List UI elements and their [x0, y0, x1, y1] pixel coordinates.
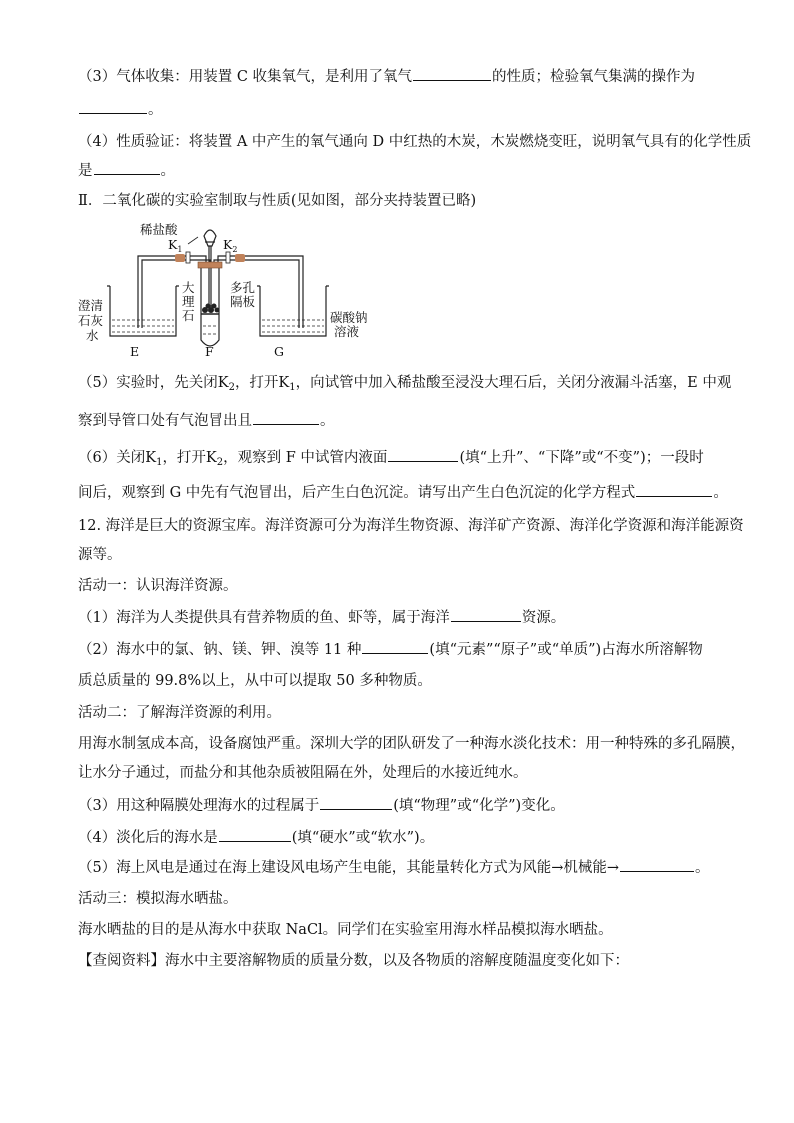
part-4: （4）淡化后的海水是 (填“硬水”或“软水”)。: [78, 827, 434, 848]
activity-2-title: 活动二：了解海洋资源的利用。: [78, 705, 281, 721]
section-2-title: Ⅱ．二氧化碳的实验室制取与性质(见如图，部分夹持装置已略): [78, 193, 477, 209]
question-12-line-2: 源等。: [78, 547, 122, 563]
question-3-line-2: 。: [78, 99, 163, 120]
limewater-label-3: 水: [86, 328, 99, 343]
answer-blank[interactable]: [636, 482, 712, 497]
answer-blank[interactable]: [253, 410, 319, 425]
limewater-label-1: 澄清: [78, 298, 104, 313]
question-12-line-1: 12. 海洋是巨大的资源宝库。海洋资源可分为海洋生物资源、海洋矿产资源、海洋化学资源和海洋能源资: [78, 518, 744, 534]
answer-blank[interactable]: [620, 857, 694, 872]
part-1: （1）海洋为人类提供具有营养物质的鱼、虾等，属于海洋 资源。: [78, 607, 565, 628]
question-4-line-1: （4）性质验证：将装置 A 中产生的氧气通向 D 中红热的木炭，木炭燃烧变旺，说明氧气具有的化学性质: [78, 134, 752, 150]
activity-2-text-2: 让水分子通过，而盐分和其他杂质被阻隔在外，处理后的水接近纯水。: [78, 765, 528, 781]
activity-2-text-1: 用海水制氢成本高，设备腐蚀严重。深圳大学的团队研发了一种海水淡化技术：用一种特殊的多孔隔膜，: [78, 736, 745, 752]
reference-info: 【查阅资料】海水中主要溶解物质的质量分数，以及各物质的溶解度随温度变化如下：: [78, 953, 629, 969]
part-5: （5）海上风电是通过在海上建设风电场产生电能，其能量转化方式为风能→机械能→ 。: [78, 857, 710, 878]
porous-plate-label-1: 多孔: [230, 280, 256, 295]
limewater-label-2: 石灰: [78, 313, 104, 328]
label-e: E: [130, 344, 140, 359]
answer-blank[interactable]: [388, 447, 458, 462]
part-2-line-1: （2）海水中的氯、钠、镁、钾、溴等 11 种 (填“元素”“原子”或“单质”)占海水所溶解物: [78, 639, 703, 660]
question-5-line-1: （5）实验时，先关闭$K_2$，打开$K_1$，向试管中加入稀盐酸至浸没大理石后，关闭分液漏斗活塞，E 中观: [78, 375, 732, 393]
activity-3-text: 海水晒盐的目的是从海水中获取 NaCl。同学们在实验室用海水样品模拟海水晒盐。: [78, 922, 613, 938]
answer-blank[interactable]: [451, 607, 521, 622]
answer-blank[interactable]: [362, 639, 428, 654]
question-3-line-1: （3）气体收集：用装置 C 收集氧气，是利用了氧气 的性质；检验氧气集满的操作为: [78, 66, 695, 87]
apparatus-figure: [78, 222, 368, 362]
marble-label-3: 石: [182, 308, 195, 323]
question-6-line-1: （6）关闭$K_1$，打开$K_2$，观察到 F 中试管内液面 (填“上升”、“下降”或“不变”)；一段时: [78, 447, 704, 473]
marble-label-1: 大: [182, 280, 195, 295]
part-3: （3）用这种隔膜处理海水的过程属于 (填“物理”或“化学”)变化。: [78, 795, 565, 816]
answer-blank[interactable]: [79, 99, 147, 114]
beaker-e: [110, 286, 176, 336]
answer-blank[interactable]: [413, 66, 491, 81]
question-5-line-2: 察到导管口处有气泡冒出且 。: [78, 410, 335, 431]
answer-blank[interactable]: [94, 160, 160, 175]
answer-blank[interactable]: [219, 827, 291, 842]
label-g: G: [274, 344, 284, 359]
label-f: F: [205, 344, 214, 359]
part-2-line-2: 质总质量的 99.8%以上，从中可以提取 50 多种物质。: [78, 673, 432, 689]
valve-k1-label: $K_1$: [168, 237, 183, 254]
beaker-g: [260, 286, 326, 336]
activity-3-title: 活动三：模拟海水晒盐。: [78, 891, 238, 907]
sodium-carbonate-label-1: 碳酸钠: [330, 310, 368, 325]
porous-plate-label-2: 隔板: [230, 294, 256, 309]
question-4-line-2: 是 。: [78, 160, 175, 181]
separatory-funnel: [204, 230, 216, 246]
activity-1-title: 活动一：认识海洋资源。: [78, 578, 238, 594]
sodium-carbonate-label-2: 溶液: [334, 324, 360, 339]
answer-blank[interactable]: [320, 795, 392, 810]
question-6-line-2: 间后，观察到 G 中先有气泡冒出，后产生白色沉淀。请写出产生白色沉淀的化学方程式 。: [78, 482, 728, 503]
marble-label-2: 理: [182, 294, 195, 309]
valve-k2-label: $K_2$: [223, 237, 238, 254]
funnel-label: 稀盐酸: [140, 222, 178, 237]
